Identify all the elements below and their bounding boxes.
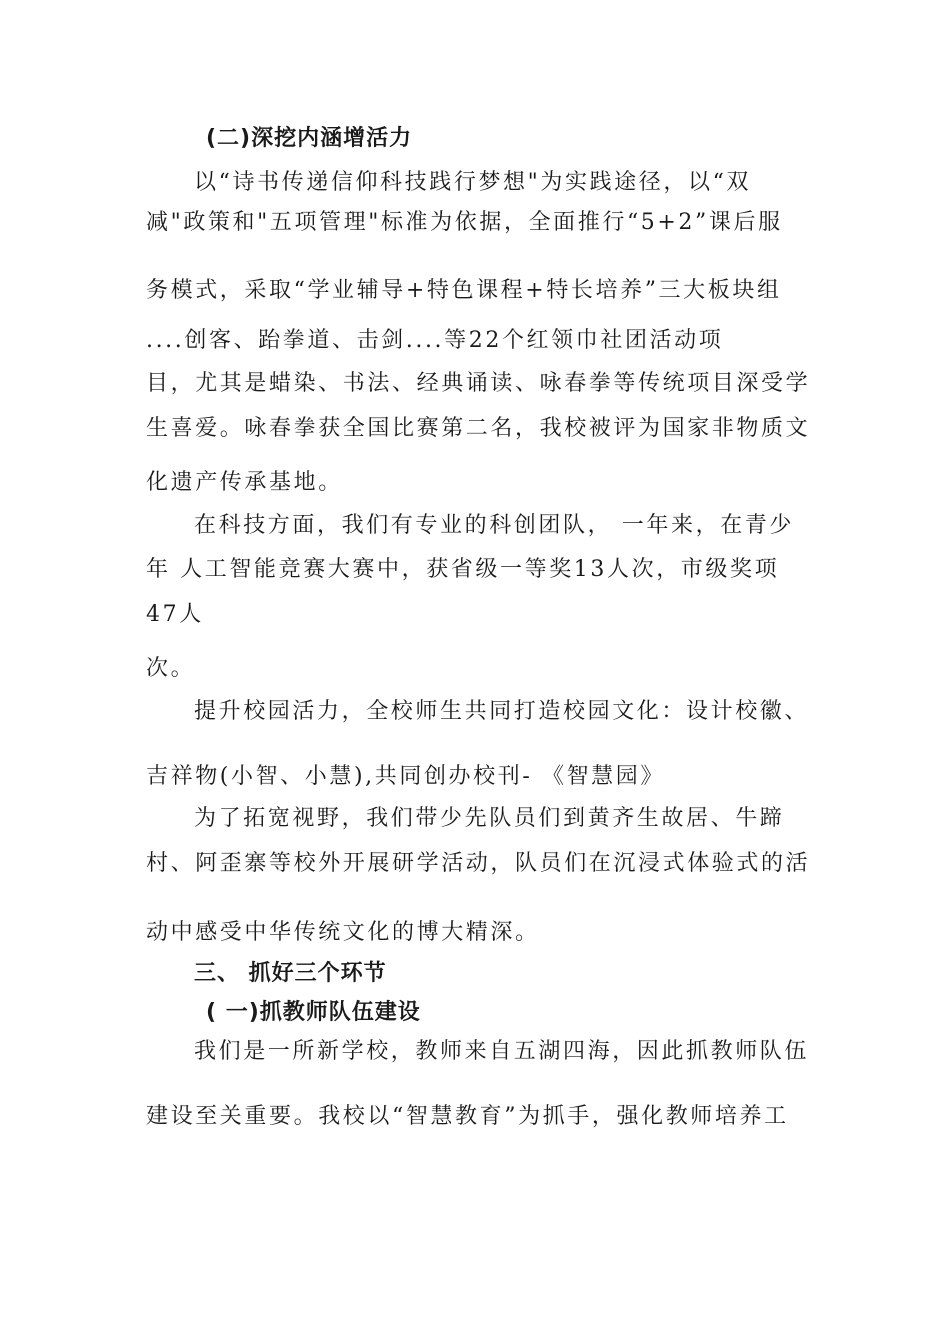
paragraph-line: 目，尤其是蜡染、书法、经典诵读、咏春拳等传统项目深受学 <box>146 371 811 396</box>
paragraph-line: 建设至关重要。我校以“智慧教育”为抓手，强化教师培养工 <box>146 1104 789 1129</box>
paragraph-line: 生喜爱。咏春拳获全国比赛第二名，我校被评为国家非物质文 <box>146 416 811 441</box>
paragraph-line: 年 人工智能竞赛大赛中，获省级一等奖13人次，市级奖项 <box>146 557 780 582</box>
paragraph-line: 务模式，采取“学业辅导+特色课程+特长培养”三大板块组 <box>146 278 782 303</box>
paragraph-line: 47人 <box>146 602 204 627</box>
paragraph-line: 提升校园活力，全校师生共同打造校园文化：设计校徽、 <box>194 699 810 724</box>
paragraph-line: ....创客、跆拳道、击剑....等22个红领巾社团活动项 <box>146 328 724 353</box>
paragraph-line: 以“诗书传递信仰科技践行梦想"为实践途径，以“双 <box>194 170 752 195</box>
section-heading-3: 三、 抓好三个环节 <box>194 961 387 986</box>
section-heading-2: (二)深挖内涵增活力 <box>206 126 413 151</box>
paragraph-line: 在科技方面，我们有专业的科创团队， 一年来，在青少 <box>194 513 794 538</box>
paragraph-line: 次。 <box>146 656 196 681</box>
paragraph-line: 化遗产传承基地。 <box>146 470 343 495</box>
paragraph-line: 村、阿歪寨等校外开展研学活动，队员们在沉浸式体验式的活 <box>146 851 811 876</box>
paragraph-line: 为了拓宽视野，我们带少先队员们到黄齐生故居、牛蹄 <box>194 806 785 831</box>
paragraph-line: 我们是一所新学校，教师来自五湖四海，因此抓教师队伍 <box>194 1039 810 1064</box>
paragraph-line: 动中感受中华传统文化的博大精深。 <box>146 920 540 945</box>
paragraph-line: 减"政策和"五项管理"标准为依据，全面推行“5+2”课后服 <box>146 210 783 235</box>
subsection-heading-1: ( 一)抓教师队伍建设 <box>206 1000 421 1025</box>
paragraph-line: 吉祥物(小智、小慧),共同创办校刊- 《智慧园》 <box>146 764 665 789</box>
